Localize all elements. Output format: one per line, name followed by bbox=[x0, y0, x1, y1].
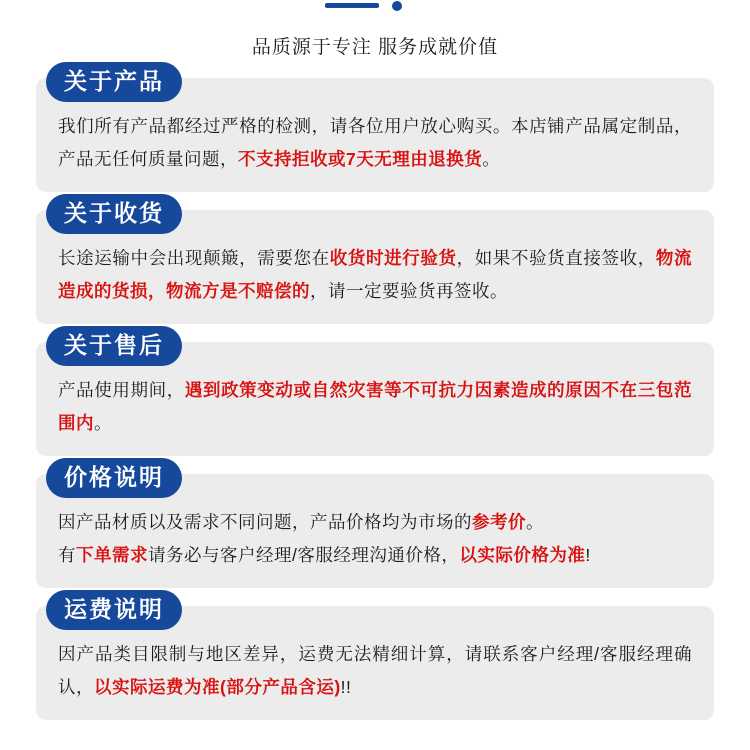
body-text: 我们所有产品都经过严格的检测，请各位用户放心购买。本店铺产品属定制品，产品无任何质量问题， bbox=[58, 116, 692, 169]
section-badge: 关于售后 bbox=[46, 326, 182, 366]
body-text: 请务必与客户经理/客服经理沟通价格， bbox=[148, 545, 460, 565]
highlighted-text: 物流造成的货损，物流方是不赔偿的 bbox=[58, 248, 693, 301]
highlighted-text: 以实际运费为准(部分产品含运) bbox=[94, 677, 341, 697]
highlighted-text: 参考价 bbox=[472, 512, 526, 532]
divider-bar-icon bbox=[325, 3, 379, 8]
highlighted-text: 不支持拒收或7天无理由退换货 bbox=[238, 149, 483, 169]
section-body bbox=[58, 242, 692, 308]
highlighted-text: 收货时进行验货 bbox=[329, 248, 457, 268]
body-text: 因产品类目限制与地区差异，运费无法精细计算，请联系客户经理/客服经理确认， bbox=[58, 644, 692, 697]
section-badge: 价格说明 bbox=[46, 458, 182, 498]
section-about-product bbox=[36, 68, 714, 192]
top-divider bbox=[0, 0, 750, 14]
section-paragraph bbox=[58, 110, 692, 176]
body-text: 有 bbox=[58, 545, 76, 565]
section-about-receiving bbox=[36, 200, 714, 324]
section-paragraph bbox=[58, 506, 692, 539]
highlighted-text: 遇到政策变动或自然灾害等不可抗力因素造成的原因不在三包范围内 bbox=[58, 380, 693, 433]
divider-dot-icon bbox=[392, 1, 402, 11]
section-shipping-note bbox=[36, 596, 714, 720]
highlighted-text: 下单需求 bbox=[76, 545, 148, 565]
section-about-aftersales bbox=[36, 332, 714, 456]
body-text: ! bbox=[585, 545, 591, 565]
body-text: 长途运输中会出现颠簸，需要您在 bbox=[58, 248, 330, 268]
section-body bbox=[58, 110, 692, 176]
section-badge: 关于收货 bbox=[46, 194, 182, 234]
section-paragraph bbox=[58, 638, 692, 704]
highlighted-text: 以实际价格为准 bbox=[459, 545, 586, 565]
body-text: 因产品材质以及需求不同问题，产品价格均为市场的 bbox=[58, 512, 472, 532]
section-badge: 运费说明 bbox=[46, 590, 182, 630]
body-text: 。 bbox=[526, 512, 544, 532]
policy-sections bbox=[0, 68, 750, 738]
body-text: ，如果不验货直接签收， bbox=[456, 248, 656, 268]
section-body bbox=[58, 638, 692, 704]
section-price-note bbox=[36, 464, 714, 588]
body-text: !! bbox=[340, 677, 352, 697]
section-paragraph bbox=[58, 242, 692, 308]
body-text: 产品使用期间， bbox=[58, 380, 185, 400]
body-text: 。 bbox=[94, 413, 112, 433]
body-text: 。 bbox=[482, 149, 501, 169]
section-paragraph bbox=[58, 374, 692, 440]
body-text: ，请一定要验货再签收。 bbox=[310, 281, 508, 301]
section-paragraph bbox=[58, 539, 692, 572]
section-badge: 关于产品 bbox=[46, 62, 182, 102]
section-body bbox=[58, 374, 692, 440]
section-body bbox=[58, 506, 692, 572]
page-slogan: 品质源于专注 服务成就价值 bbox=[251, 37, 499, 58]
